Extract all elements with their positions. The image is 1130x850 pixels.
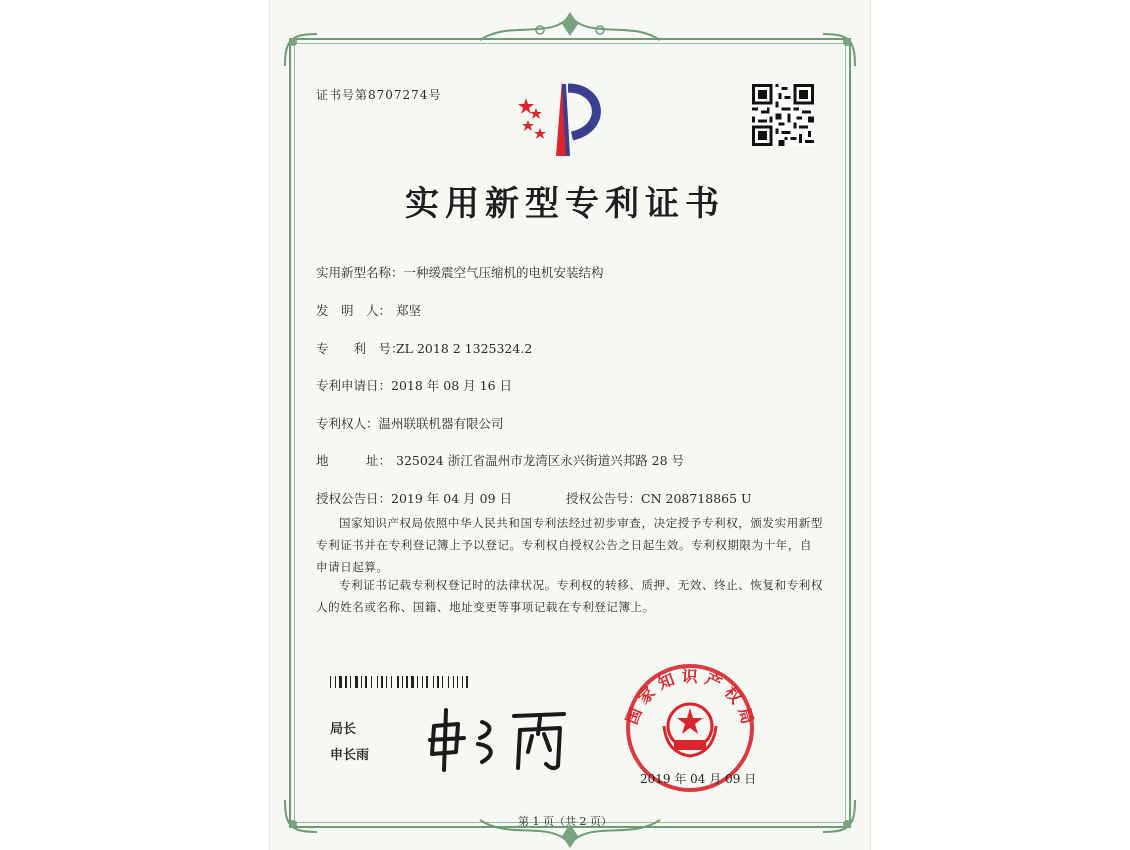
field-inventor xyxy=(316,301,421,319)
field-value: 郑坚 xyxy=(396,303,422,318)
corner-ornament-tl xyxy=(281,30,321,70)
field-value: 2018 年 08 月 16 日 xyxy=(391,378,513,393)
director-signature xyxy=(424,704,574,774)
field-label: 专利权人： xyxy=(316,416,379,431)
field-label: 专利申请日： xyxy=(316,378,392,393)
field-value: CN 208718865 U xyxy=(641,491,752,506)
field-label: 发 明 人： xyxy=(316,303,392,318)
field-utility-model-name xyxy=(316,263,604,281)
statement-paragraph-1: 国家知识产权局依照中华人民共和国专利法经过初步审查，决定授予专利权，颁发实用新型专利证书并在专利登记簿上予以登记。专利权自授权公告之日起生效。专利权期限为十年，自申请日起算。 xyxy=(316,516,823,574)
field-value: 2019 年 04 月 09 日 xyxy=(391,491,513,506)
field-value: 温州联联机器有限公司 xyxy=(378,416,504,431)
seal-date: 2019 年 04 月 09 日 xyxy=(640,772,757,786)
field-patent-number xyxy=(316,339,532,357)
field-value: 一种缓震空气压缩机的电机安装结构 xyxy=(403,265,604,280)
field-value: 325024 浙江省温州市龙湾区永兴街道兴邦路 28 号 xyxy=(396,453,685,468)
certificate-number: 证书号第8707274号 xyxy=(316,88,442,102)
barcode xyxy=(330,676,468,688)
field-filing-date xyxy=(316,376,512,394)
director-name: 申长雨 xyxy=(330,748,370,763)
field-label: 授权公告日： xyxy=(316,491,392,506)
field-address xyxy=(316,451,684,469)
svg-text:国家知识产权局: 国家知识产权局 xyxy=(622,666,760,732)
cnipa-logo xyxy=(512,78,612,158)
field-label: 授权公告号： xyxy=(566,491,642,506)
field-grant-number xyxy=(566,489,752,507)
field-label: 实用新型名称： xyxy=(316,265,404,280)
corner-ornament-tr xyxy=(819,30,859,70)
field-grant-date xyxy=(316,489,512,507)
field-label: 专 利 号： xyxy=(316,341,404,356)
field-patentee xyxy=(316,414,504,432)
top-ornament xyxy=(470,10,670,50)
certificate-title: 实用新型专利证书 xyxy=(405,184,725,224)
field-value: ZL 2018 2 1325324.2 xyxy=(396,341,533,356)
statement-paragraph-2: 专利证书记载专利权登记时的法律状况。专利权的转移、质押、无效、终止、恢复和专利权人的姓名或名称、国籍、地址变更等事项记载在专利登记簿上。 xyxy=(316,578,823,614)
qr-code xyxy=(752,84,814,146)
field-label: 地 址： xyxy=(316,453,392,468)
page-indicator: 第 1 页（共 2 页） xyxy=(518,815,612,828)
director-title: 局长 xyxy=(330,722,357,737)
